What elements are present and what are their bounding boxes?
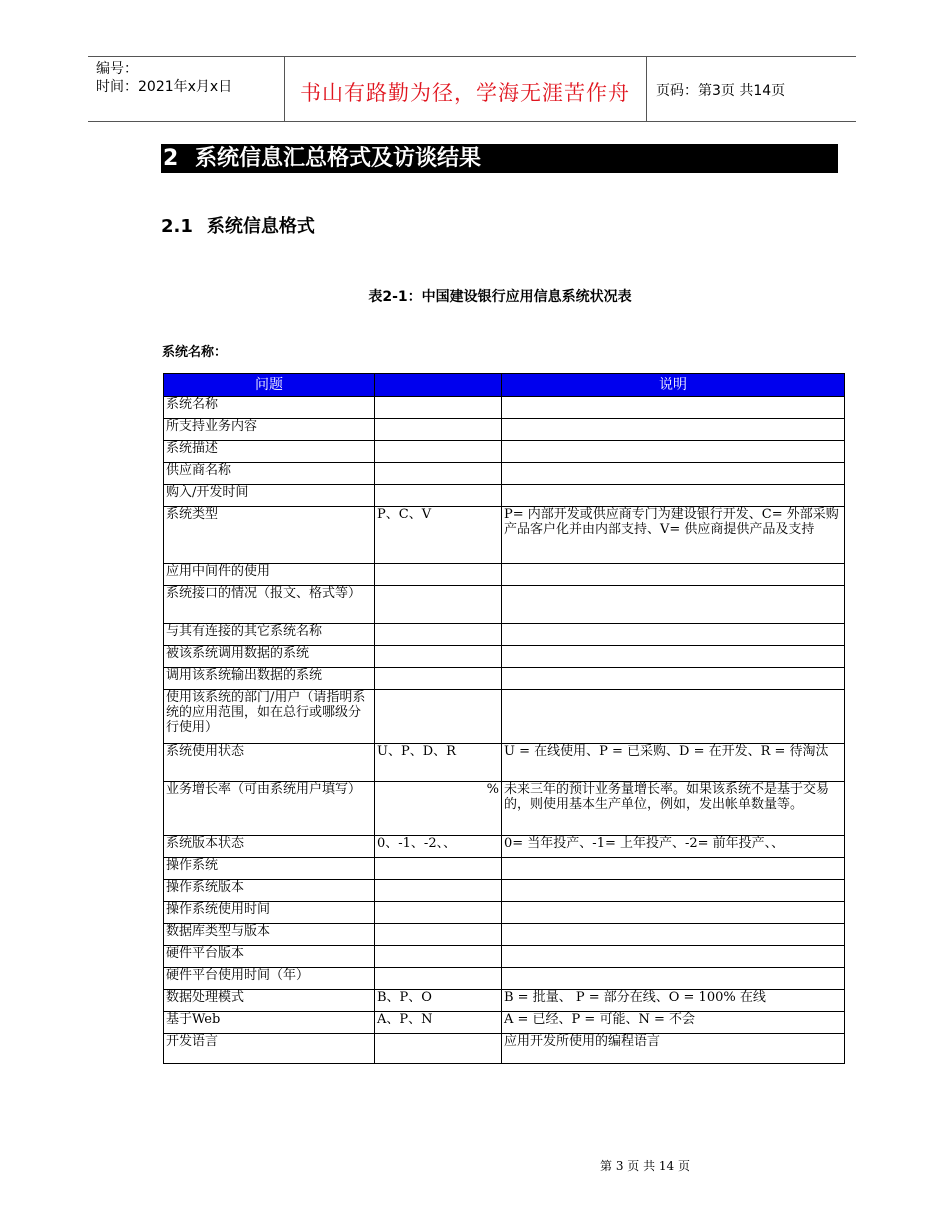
question-cell: 系统描述 <box>164 441 375 463</box>
description-cell: 应用开发所使用的编程语言 <box>502 1034 845 1064</box>
value-cell: A、P、N <box>375 1012 502 1034</box>
section-number: 2 <box>163 146 179 171</box>
value-cell: P、C、V <box>375 507 502 564</box>
table-row <box>164 990 845 1012</box>
header-divider <box>646 57 647 121</box>
table-row <box>164 1012 845 1034</box>
description-cell <box>502 419 845 441</box>
question-cell: 操作系统使用时间 <box>164 902 375 924</box>
table-row <box>164 946 845 968</box>
description-cell <box>502 968 845 990</box>
question-cell: 调用该系统输出数据的系统 <box>164 668 375 690</box>
table-row <box>164 924 845 946</box>
description-cell <box>502 880 845 902</box>
question-cell: 购入/开发时间 <box>164 485 375 507</box>
description-cell: B = 批量、 P = 部分在线、O = 100% 在线 <box>502 990 845 1012</box>
value-cell: U、P、D、R <box>375 744 502 782</box>
header-page-label: 页码：第3页 共14页 <box>656 83 786 99</box>
value-cell <box>375 441 502 463</box>
question-cell: 使用该系统的部门/用户（请指明系统的应用范围，如在总行或哪级分行使用） <box>164 690 375 744</box>
question-cell: 系统名称 <box>164 397 375 419</box>
question-cell: 系统类型 <box>164 507 375 564</box>
description-cell <box>502 690 845 744</box>
question-cell: 操作系统 <box>164 858 375 880</box>
value-cell <box>375 586 502 624</box>
value-cell <box>375 668 502 690</box>
question-cell: 系统接口的情况（报文、格式等） <box>164 586 375 624</box>
doc-time-label: 时间：2021年x月x日 <box>96 79 233 95</box>
table-header-row <box>164 374 845 397</box>
subsection-title: 系统信息格式 <box>206 216 315 237</box>
question-cell: 系统版本状态 <box>164 836 375 858</box>
header-value <box>375 374 502 397</box>
value-cell <box>375 946 502 968</box>
description-cell <box>502 646 845 668</box>
question-cell: 基于Web <box>164 1012 375 1034</box>
value-cell: B、P、O <box>375 990 502 1012</box>
value-cell <box>375 419 502 441</box>
table-row <box>164 646 845 668</box>
value-cell <box>375 463 502 485</box>
question-cell: 硬件平台版本 <box>164 946 375 968</box>
description-cell: 未来三年的预计业务量增长率。如果该系统不是基于交易的，则使用基本生产单位，例如，发出帐单数量等。 <box>502 782 845 836</box>
header-bottom-rule <box>88 121 856 122</box>
page-footer: 第 3 页 共 14 页 <box>600 1159 690 1173</box>
table-row <box>164 690 845 744</box>
value-cell <box>375 646 502 668</box>
table-row <box>164 463 845 485</box>
description-cell <box>502 924 845 946</box>
table-row <box>164 968 845 990</box>
system-name-label: 系统名称： <box>162 345 228 360</box>
value-cell <box>375 397 502 419</box>
description-cell <box>502 463 845 485</box>
system-info-table <box>163 373 845 1064</box>
header-top-rule <box>88 56 856 57</box>
header-motto: 书山有路勤为径，学海无涯苦作舟 <box>300 81 630 105</box>
description-cell <box>502 441 845 463</box>
question-cell: 数据库类型与版本 <box>164 924 375 946</box>
value-cell <box>375 1034 502 1064</box>
header-divider <box>284 57 285 121</box>
value-cell <box>375 902 502 924</box>
header-question: 问题 <box>164 374 375 397</box>
value-cell: 0、-1、-2、、 <box>375 836 502 858</box>
table-row <box>164 668 845 690</box>
question-cell: 数据处理模式 <box>164 990 375 1012</box>
question-cell: 业务增长率（可由系统用户填写） <box>164 782 375 836</box>
section-heading <box>161 144 838 173</box>
table-row <box>164 880 845 902</box>
question-cell: 操作系统版本 <box>164 880 375 902</box>
description-cell <box>502 586 845 624</box>
description-cell <box>502 858 845 880</box>
table-row <box>164 1034 845 1064</box>
value-cell <box>375 624 502 646</box>
question-cell: 应用中间件的使用 <box>164 564 375 586</box>
description-cell <box>502 946 845 968</box>
question-cell: 开发语言 <box>164 1034 375 1064</box>
value-cell <box>375 924 502 946</box>
table-row <box>164 858 845 880</box>
description-cell: P= 内部开发或供应商专门为建设银行开发、C= 外部采购产品客户化并由内部支持、V= 供应商提供产品及支持 <box>502 507 845 564</box>
section-title: 系统信息汇总格式及访谈结果 <box>195 146 482 171</box>
description-cell <box>502 485 845 507</box>
value-cell <box>375 968 502 990</box>
value-cell <box>375 858 502 880</box>
question-cell: 硬件平台使用时间（年） <box>164 968 375 990</box>
subsection-heading <box>161 212 315 238</box>
subsection-number: 2.1 <box>161 216 193 237</box>
description-cell: U = 在线使用、P = 已采购、D = 在开发、R = 待淘汰 <box>502 744 845 782</box>
table-row <box>164 902 845 924</box>
description-cell <box>502 564 845 586</box>
description-cell <box>502 902 845 924</box>
table-row <box>164 507 845 564</box>
table-row <box>164 441 845 463</box>
value-cell <box>375 880 502 902</box>
description-cell <box>502 668 845 690</box>
question-cell: 被该系统调用数据的系统 <box>164 646 375 668</box>
table-row <box>164 397 845 419</box>
table-row <box>164 624 845 646</box>
table-row <box>164 586 845 624</box>
value-cell <box>375 564 502 586</box>
description-cell: 0= 当年投产、-1= 上年投产、-2= 前年投产、、 <box>502 836 845 858</box>
description-cell: A = 已经、P = 可能、N = 不会 <box>502 1012 845 1034</box>
header-meta <box>96 60 232 96</box>
table-row <box>164 836 845 858</box>
table-row <box>164 782 845 836</box>
description-cell <box>502 397 845 419</box>
table-row <box>164 564 845 586</box>
table-row <box>164 419 845 441</box>
doc-number-label: 编号： <box>96 61 138 77</box>
question-cell: 与其有连接的其它系统名称 <box>164 624 375 646</box>
value-cell <box>375 690 502 744</box>
question-cell: 系统使用状态 <box>164 744 375 782</box>
table-caption: 表2-1：中国建设银行应用信息系统状况表 <box>368 289 632 305</box>
table-row <box>164 485 845 507</box>
header-description: 说明 <box>502 374 845 397</box>
description-cell <box>502 624 845 646</box>
question-cell: 供应商名称 <box>164 463 375 485</box>
value-cell: % <box>375 782 502 836</box>
table-row <box>164 744 845 782</box>
question-cell: 所支持业务内容 <box>164 419 375 441</box>
value-cell <box>375 485 502 507</box>
